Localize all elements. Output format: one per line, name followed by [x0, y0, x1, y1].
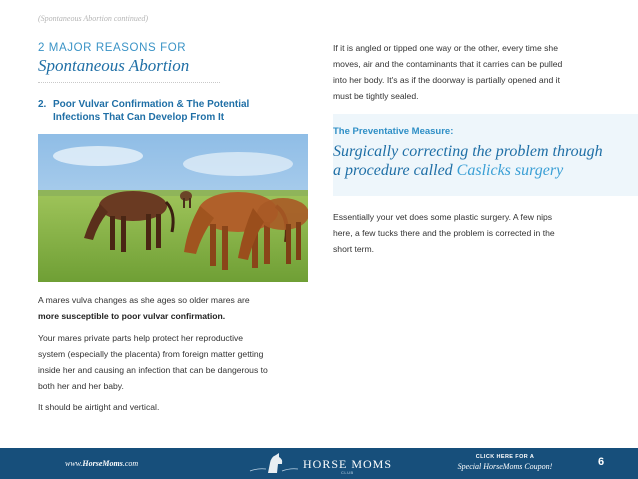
logo-text: HORSE MOMS	[303, 457, 393, 471]
horse-moms-logo	[248, 451, 400, 477]
url-suffix: .com	[122, 459, 139, 468]
section-title: Spontaneous Abortion	[38, 56, 190, 75]
reason-number: 2.	[38, 99, 47, 110]
paragraph-angled-line: If it is angled or tipped one way or the other, every time she	[333, 43, 558, 53]
paragraph-protection-line: both her and her baby.	[38, 381, 124, 391]
paragraph-vulva-age-bold: more susceptible to poor vulvar confirmation.	[38, 311, 226, 321]
paragraph-protection-line: Your mares private parts help protect her reproductive	[38, 333, 244, 343]
horses-illustration	[38, 134, 308, 282]
paragraph-vulva-age	[38, 292, 318, 324]
preventative-measure-callout	[333, 114, 638, 196]
reason-heading	[38, 98, 308, 124]
coupon-link[interactable]	[450, 452, 560, 472]
paragraph-protection	[38, 330, 313, 394]
measure-highlight: Caslicks surgery	[456, 162, 564, 179]
paragraph-angled-line: moves, air and the contaminants that it carries can be pulled	[333, 59, 563, 69]
reason-title-line2: Infections That Can Develop From It	[53, 112, 225, 123]
paragraph-plastic-surgery-line: short term.	[333, 244, 375, 254]
paragraph-airtight: It should be airtight and vertical.	[38, 402, 160, 412]
paragraph-angled	[333, 40, 605, 104]
paragraph-plastic-surgery-line: Essentially your vet does some plastic surgery. A few nips	[333, 212, 553, 222]
url-prefix: www.	[65, 459, 83, 468]
paragraph-angled-line: must be tightly sealed.	[333, 91, 419, 101]
measure-text	[333, 142, 623, 180]
paragraph-plastic-surgery-line: here, a few tucks there and the problem is corrected in the	[333, 228, 555, 238]
measure-label: The Preventative Measure:	[333, 126, 454, 137]
page-number: 6	[598, 456, 605, 468]
coupon-bottom: Special HorseMoms Coupon!	[457, 462, 553, 471]
paragraph-angled-line: into her body. It's as if the doorway is partially opened and it	[333, 75, 560, 85]
paragraph-protection-line: inside her and causing an infection that can be dangerous to	[38, 365, 268, 375]
divider	[38, 82, 220, 83]
paragraph-plastic-surgery	[333, 209, 605, 257]
footer-bar	[0, 448, 638, 479]
horse-logo-icon	[248, 451, 298, 477]
url-bold: HorseMoms	[82, 459, 123, 468]
measure-line1: Surgically correcting the problem through	[333, 143, 603, 160]
coupon-top: CLICK HERE FOR A	[475, 454, 535, 460]
continued-label: (Spontaneous Abortion continued)	[38, 14, 149, 23]
horses-photo	[38, 134, 308, 282]
paragraph-vulva-age-text: A mares vulva changes as she ages so older mares are	[38, 295, 250, 305]
paragraph-protection-line: system (especially the placenta) from foreign matter getting	[38, 349, 264, 359]
website-link[interactable]	[65, 459, 138, 468]
section-kicker: 2 MAJOR REASONS FOR	[38, 42, 187, 54]
logo-sub: CLUB	[341, 470, 354, 475]
reason-title-line1: Poor Vulvar Confirmation & The Potential	[53, 99, 250, 110]
reason-title	[53, 98, 249, 124]
measure-line2-prefix: a procedure called	[333, 162, 457, 179]
